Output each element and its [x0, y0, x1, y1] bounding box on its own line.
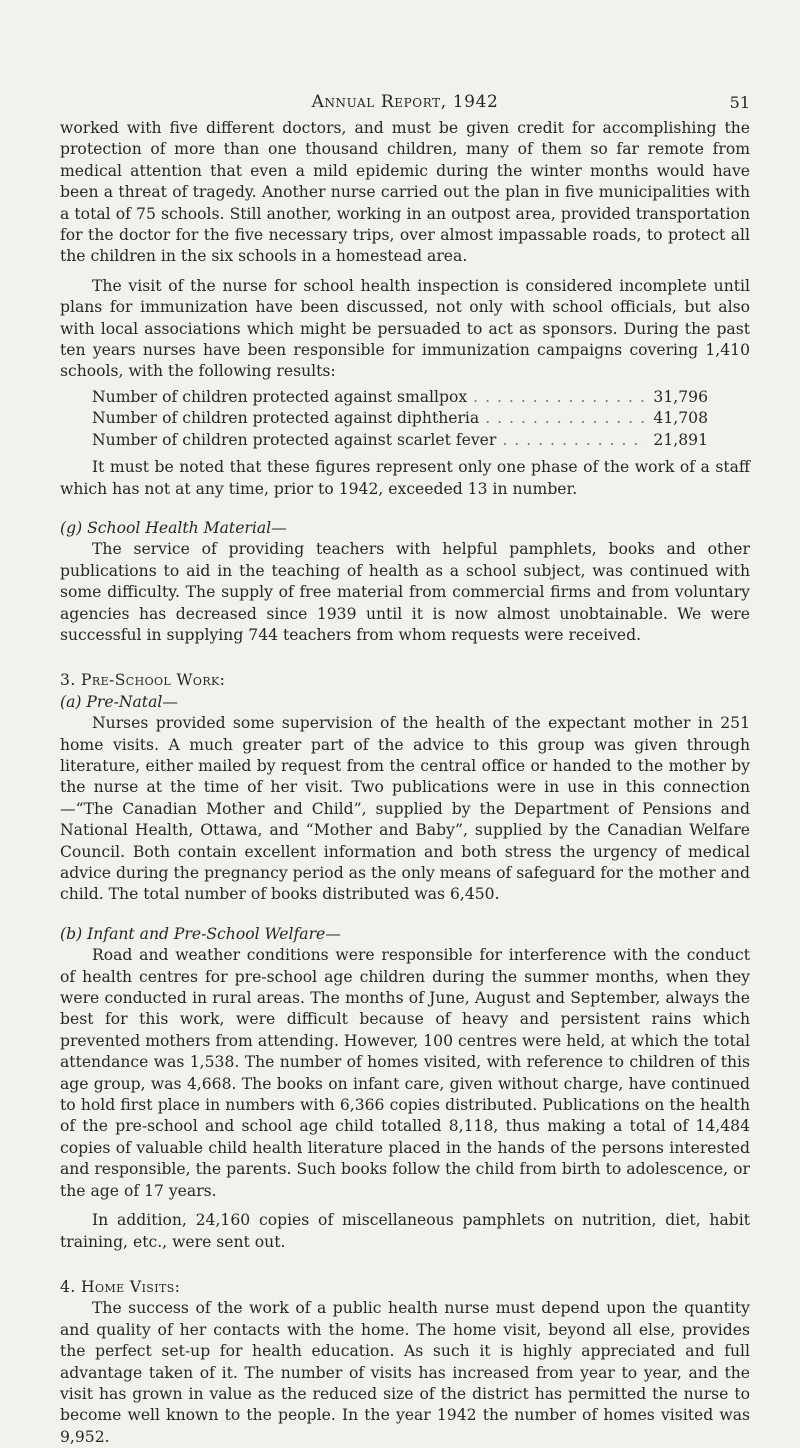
leader-dots — [502, 430, 647, 451]
stat-label: Number of children protected against smallpox — [92, 387, 468, 406]
stat-value: 41,708 — [653, 409, 708, 428]
paragraph-immunization-plans: The visit of the nurse for school health inspection is considered incomplete until plans for immunization have been discussed, not only with school officials, but also with local associations which might be persuaded to act as sponsors. During the past ten years nurses have been responsible for immunization campaigns covering 1,410 schools, with the following results: — [60, 276, 750, 381]
stat-value: 31,796 — [653, 387, 708, 406]
leader-dots — [473, 387, 647, 408]
paragraph-miscellaneous-pamphlets: In addition, 24,160 copies of miscellaneous pamphlets on nutrition, diet, habit training, etc., were sent out. — [60, 1211, 750, 1251]
stat-value: 21,891 — [653, 430, 708, 449]
immunization-results-list — [92, 387, 750, 451]
stat-row-diphtheria — [92, 408, 708, 429]
paragraph-immunization-outpost: worked with five different doctors, and must be given credit for accomplishing the protection of more than one thousand children, many of them so far remote from medical attention that even a mild epidemic during the winter months would have been a threat of tragedy. Another nurse carried out the plan in five municipalities with a total of 75 schools. Still another, working in an outpost area, provided transportation for the doctor for the five necessary trips, over almost impassable roads, to protect all the children in the six schools in a homestead area. — [60, 119, 750, 266]
paragraph-school-health-material: The service of providing teachers with helpful pamphlets, books and other publications to aid in the teaching of health as a school subject, was continued with some difficulty. The supply of free material from commercial firms and from voluntary agencies has decreased since 1939 until it is now almost unobtainable. We were successful in supplying 744 teachers from whom requests were received. — [60, 540, 750, 644]
heading-school-health-material: (g) School Health Material— — [60, 518, 287, 537]
leader-dots — [485, 408, 647, 429]
running-title: Annual Report, 1942 — [311, 92, 499, 112]
paragraph-pre-natal: Nurses provided some supervision of the health of the expectant mother in 251 home visits. A much greater part of the advice to this group was given through literature, either mailed by request from the central office or handed to the mother by the nurse at the time of her visit. Two publications were in use in this connection—“The Canadian Mother and Child”, supplied by the Department of Pensions and National Health, Ottawa, and “Mother and Baby”, supplied by the Canadian Welfare Council. Both contain excellent information and both stress the urgency of medical advice during the pregnancy period as the only means of safeguard for the mother and child. The total number of books distributed was 6,450. — [60, 714, 750, 904]
stat-label: Number of children protected against diphtheria — [92, 409, 480, 428]
stat-label: Number of children protected against scarlet fever — [92, 430, 497, 449]
heading-home-visits: 4. Home Visits: — [60, 1277, 181, 1296]
paragraph-home-visits: The success of the work of a public health nurse must depend upon the quantity and quality of her contacts with the home. The home visit, beyond all else, provides the perfect set-up for health education. As such it is highly appreciated and full advantage taken of it. The number of visits has increased from year to year, and the visit has grown in value as the reduced size of the district has permitted the nurse to become well known to the people. In the year 1942 the number of homes visited was 9,952. — [60, 1299, 750, 1446]
paragraph-staff-note: It must be noted that these figures represent only one phase of the work of a staff which has not at any time, prior to 1942, exceeded 13 in number. — [60, 458, 750, 498]
stat-row-scarlet-fever — [92, 430, 708, 451]
stat-row-smallpox — [92, 387, 708, 408]
heading-pre-school-work: 3. Pre-School Work: — [60, 671, 226, 690]
running-header — [60, 92, 750, 116]
heading-pre-natal: (a) Pre-Natal— — [60, 692, 178, 711]
paragraph-infant-welfare: Road and weather conditions were responsible for interference with the conduct of health centres for pre-school age children during the summer months, when they were conducted in rural areas. The months of June, August and September, always the best for this work, were difficult because of heavy and persistent rains which prevented mothers from attending. However, 100 centres were held, at which the total attendance was 1,538. The number of homes visited, with reference to children of this age group, was 4,668. The books on infant care, given without charge, have continued to hold first place in numbers with 6,366 copies distributed. Publications on the health of the pre-school and school age child totalled 8,118, thus making a total of 14,484 copies of valuable child health literature placed in the hands of the persons interested and responsible, the parents. Such books follow the child from birth to adolescence, or the age of 17 years. — [60, 946, 750, 1200]
page-number: 51 — [729, 93, 750, 112]
heading-infant-welfare: (b) Infant and Pre-School Welfare— — [60, 924, 341, 943]
